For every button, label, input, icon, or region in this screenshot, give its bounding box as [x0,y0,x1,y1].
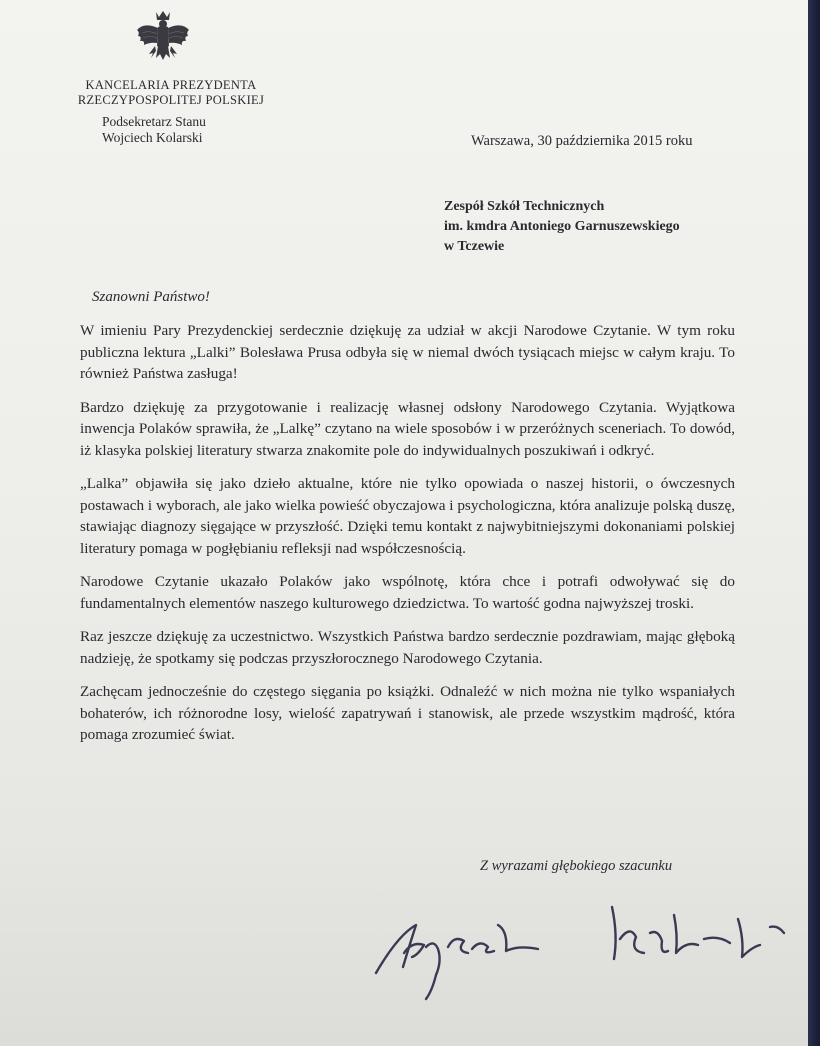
paragraph-2: Bardzo dziękuję za przygotowanie i realizację własnej odsłony Narodowego Czytania. Wyjątkowa inwencja Polaków sprawiła, że „Lalkę” czytano na wiele sposobów i w przeróżnych sceneriach. To dowód, iż klasyka polskiej literatury stwarza znakomite pole do indywidualnych poszukiwań i odkryć. [80,398,735,459]
handwritten-signature [368,895,808,1005]
office-name [66,78,276,108]
recipient-line-2: im. kmdra Antoniego Garnuszewskiego [444,219,680,234]
recipient-line-3: w Tczewie [444,239,505,254]
recipient-line-1: Zespół Szkół Technicznych [444,199,605,214]
official-position: Podsekretarz Stanu [102,114,206,129]
polish-eagle-emblem-icon [134,8,192,70]
office-line-1: KANCELARIA PREZYDENTA [85,78,257,92]
official-block [102,114,206,146]
closing-phrase: Z wyrazami głębokiego szacunku [480,858,673,874]
letter-date: Warszawa, 30 października 2015 roku [471,133,693,149]
paragraph-3: „Lalka” objawiła się jako dzieło aktualne, które nie tylko opowiada o naszej historii, o ówczesnych postawach i wyborach, ale jako wielka powieść obyczajowa i psychologiczna, która analizuje polską duszę, stawiając diagnozy sięgające w przyszłość. Dzięki temu kontakt z najwybitniejszymi dokonaniami polskiej literatury pomaga w pogłębianiu refleksji nad współczesnością. [80,475,735,557]
recipient-address [444,197,680,257]
letter-body [80,320,735,758]
paragraph-4: Narodowe Czytanie ukazało Polaków jako wspólnotę, która chce i potrafi odwoływać się do fundamentalnych elementów naszego kulturowego dziedzictwa. To wartość godna najwyższej troski. [80,573,735,612]
paragraph-5: Raz jeszcze dziękuję za uczestnictwo. Wszystkich Państwa bardzo serdecznie pozdrawiam, mając głęboką nadzieję, że spotkamy się podczas przyszłorocznego Narodowego Czytania. [80,628,735,667]
official-name: Wojciech Kolarski [102,130,203,145]
background-edge [808,0,820,1046]
office-line-2: RZECZYPOSPOLITEJ POLSKIEJ [77,93,265,107]
salutation: Szanowni Państwo! [92,289,210,305]
paragraph-1: W imieniu Pary Prezydenckiej serdecznie dziękuję za udział w akcji Narodowe Czytanie. W tym roku publiczna lektura „Lalki” Bolesława Prusa odbyła się w niemal dwóch tysiącach miejsc w całym kraju. To również Państwa zasługa! [80,322,735,382]
paragraph-6: Zachęcam jednocześnie do częstego sięgania po książki. Odnaleźć w nich można nie tylko wspaniałych bohaterów, ich różnorodne losy, wielość zapatrywań i stanowisk, ale przede wszystkim mądrość, która pomaga zrozumieć świat. [80,683,735,743]
